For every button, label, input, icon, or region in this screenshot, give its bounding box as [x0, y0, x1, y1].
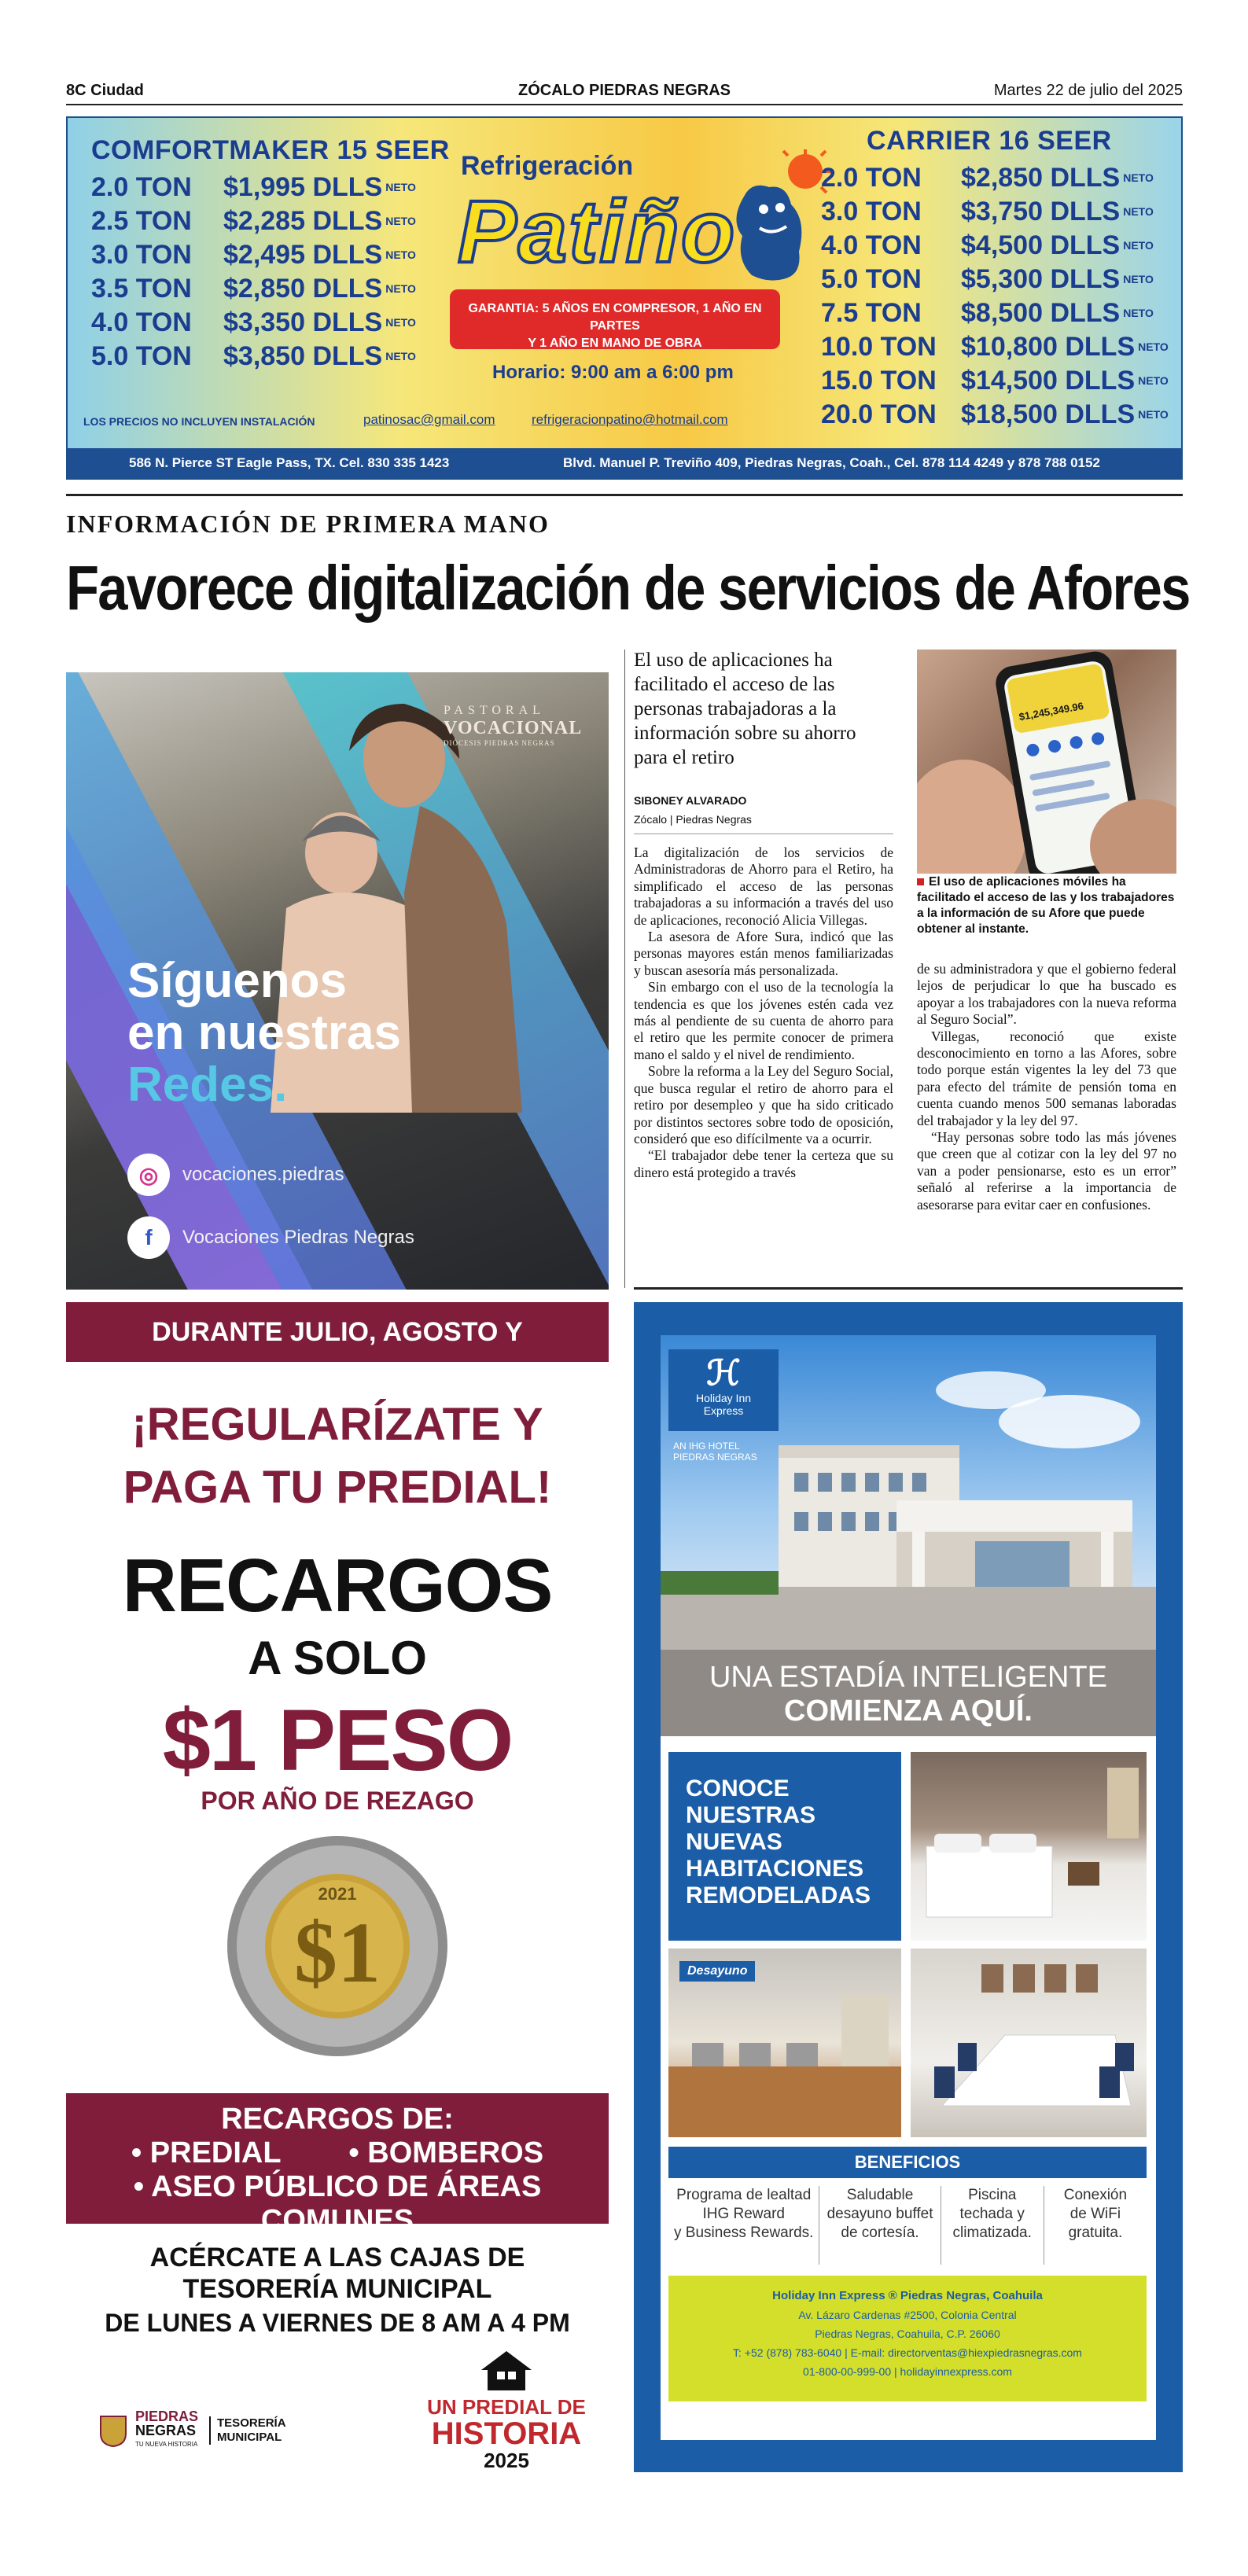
follow-line-2: en nuestras: [127, 1006, 402, 1060]
city-name-line: NEGRAS: [135, 2423, 197, 2438]
price-ton: 2.5 TON: [91, 206, 192, 236]
price-ton: 7.5 TON: [821, 298, 922, 328]
price-ton: 2.0 TON: [91, 172, 192, 202]
caption-marker: [917, 878, 924, 885]
holiday-inn-logo: [668, 1349, 779, 1431]
phone-app-photo: [917, 650, 1176, 874]
facebook-label: Vocaciones Piedras Negras: [182, 1227, 414, 1248]
price-ton: 10.0 TON: [821, 332, 937, 362]
brand-patino-logo: Patiño: [458, 182, 737, 281]
price-value: $2,285 DLLS: [223, 206, 383, 236]
article-headline: Favorece digitalización de servicios de Afores: [66, 553, 1190, 623]
price-value: $10,800 DLLS: [961, 332, 1136, 362]
campaign-period-banner: DURANTE JULIO, AGOSTO Y SEPTIEMBRE: [66, 1302, 609, 1362]
contact-name: Holiday Inn Express ® Piedras Negras, Coahuila: [772, 2289, 1043, 2302]
benefit-line: gratuita.: [1068, 2225, 1123, 2241]
neto-label: NETO: [1138, 408, 1169, 421]
cta-line-2: TESORERÍA MUNICIPAL: [182, 2274, 492, 2304]
benefit-line: desayuno buffet: [826, 2206, 933, 2222]
logo-line: Holiday Inn: [695, 1392, 752, 1404]
price-ton: 20.0 TON: [821, 399, 937, 429]
price-ton: 4.0 TON: [91, 307, 192, 337]
address-piedras-negras: Blvd. Manuel P. Treviño 409, Piedras Negras, Coah., Cel. 878 114 4249 y 878 788 0152: [563, 455, 1100, 470]
benefit-item: [819, 2186, 941, 2265]
slogan-year: 2025: [484, 2449, 529, 2472]
benefit-item: [941, 2186, 1044, 2265]
price-ton: 3.0 TON: [821, 197, 922, 226]
meeting-room-photo: [911, 1949, 1147, 2137]
neto-label: NETO: [385, 350, 416, 362]
price-value: $3,850 DLLS: [223, 341, 383, 371]
neto-label: NETO: [385, 215, 416, 227]
peso-coin-icon: [223, 1832, 451, 2060]
price-value: $4,500 DLLS: [961, 230, 1121, 260]
neto-label: NETO: [385, 248, 416, 261]
article-author: SIBONEY ALVARADO: [634, 794, 747, 807]
rooms-line: NUEVAS: [686, 1829, 782, 1855]
instagram-icon: ◎: [127, 1154, 170, 1196]
instagram-label: vocaciones.piedras: [182, 1164, 344, 1185]
cta-line-1: ACÉRCATE A LAS CAJAS DE: [149, 2243, 525, 2272]
rooms-promo: [668, 1752, 901, 1941]
carrier-price-list: [821, 126, 1169, 432]
price-value: $2,495 DLLS: [223, 240, 383, 270]
price-value: $8,500 DLLS: [961, 298, 1121, 328]
seal-line: PASTORAL: [444, 704, 545, 717]
breakfast-sign: Desayuno: [679, 1961, 755, 1982]
patino-refrigeration-ad[interactable]: [66, 116, 1183, 480]
facebook-handle[interactable]: [127, 1216, 414, 1259]
price-value: $2,850 DLLS: [961, 163, 1121, 193]
pastoral-seal: [444, 704, 582, 747]
predial-tax-ad[interactable]: [66, 1302, 609, 2472]
city-crest-icon: [98, 2413, 129, 2448]
benefit-line: climatizada.: [952, 2225, 1032, 2241]
follow-line-1: Síguenos: [127, 954, 348, 1008]
issue-date: Martes 22 de julio del 2025: [993, 82, 1183, 99]
tagline-line: UNA ESTADÍA INTELIGENTE: [709, 1661, 1108, 1694]
per-year-label: POR AÑO DE REZAGO: [201, 1787, 474, 1815]
article-paragraph: La digitalización de los servicios de Administradoras de Ahorro para el Retiro, ha simplificado el acceso de las personas trabajadoras a su información a través del uso de aplicaciones, reconoció Alicia Villegas.: [634, 845, 893, 928]
neto-label: NETO: [1123, 171, 1154, 184]
contact-line[interactable]: 01-800-00-999-00 | holidayinnexpress.com: [803, 2365, 1012, 2378]
predial-slogan: [412, 2348, 601, 2471]
guarantee-line: Y 1 AÑO EN MANO DE OBRA: [528, 337, 702, 350]
charge-item: • BOMBEROS: [348, 2136, 544, 2169]
page-folio: [66, 79, 1183, 105]
charges-box: [66, 2093, 609, 2237]
caption-text: El uso de aplicaciones móviles ha facilitado el acceso de las y los trabajadores a la información de su Afore que puede obtener al instante.: [917, 875, 1175, 936]
tagline-band: [661, 1650, 1156, 1736]
price-disclaimer: LOS PRECIOS NO INCLUYEN INSTALACIÓN: [83, 415, 315, 428]
neto-label: NETO: [1138, 374, 1169, 387]
benefit-line: techada y: [959, 2206, 1025, 2222]
logo-line: Express: [703, 1404, 744, 1417]
article-end-rule: [634, 1287, 1183, 1290]
neto-label: NETO: [1123, 239, 1154, 252]
slogan-line: UN PREDIAL DE: [427, 2395, 586, 2419]
article-paragraph: Villegas, reconoció que existe desconocimiento en torno a las Afores, sobre todo porque están vigentes la ley del 73 que para efecto del trámite de pensión toma en cuenta cuando menos 500 semanas laboradas del trabajador y la ley del 97.: [917, 1028, 1176, 1128]
treasury-name: [209, 2416, 286, 2445]
bed-illustration: [911, 1752, 1147, 1941]
breakfast-area-photo: [668, 1949, 901, 2137]
rooms-line: REMODELADAS: [686, 1882, 871, 1908]
article-paragraph: “Hay personas sobre todo las más jóvenes que creen que al cotizar con la ley del 97 no van a poder pensionarse, esto es un error” señaló al referirse a la importancia de asesorarse para evitar caer en confusiones.: [917, 1129, 1176, 1213]
article-paragraph: de su administradora y que el gobierno federal lejos de perjudicar lo que ha buscado es apoyar a los trabajadores con la nueva reforma al Seguro Social”.: [917, 961, 1176, 1028]
pay-predial-line: PAGA TU PREDIAL!: [123, 1462, 552, 1513]
contact-line: Piedras Negras, Coahuila, C.P. 26060: [815, 2328, 1000, 2340]
benefit-line: Piscina: [968, 2187, 1017, 2203]
price-value: $3,750 DLLS: [961, 197, 1121, 226]
contact-box: [668, 2276, 1147, 2401]
guarantee-banner: [450, 289, 780, 349]
patino-address-bar: [68, 448, 1181, 478]
municipio-logo: [98, 2409, 286, 2452]
phone-balance-text: $1,245,349.96: [1018, 700, 1085, 723]
price-ton: 3.0 TON: [91, 240, 192, 270]
publication-name: ZÓCALO PIEDRAS NEGRAS: [517, 82, 731, 99]
a-solo-label: A SOLO: [248, 1632, 427, 1684]
benefit-line: IHG Reward: [702, 2206, 785, 2222]
holiday-inn-express-ad[interactable]: [634, 1302, 1183, 2472]
address-eagle-pass: 586 N. Pierce ST Eagle Pass, TX. Cel. 830 335 1423: [129, 455, 450, 470]
article-kicker: INFORMACIÓN DE PRIMERA MANO: [66, 510, 550, 538]
treasury-line: TESORERÍA: [217, 2416, 286, 2430]
column-rule: [624, 650, 625, 1288]
holiday-ad-panel: [661, 1335, 1156, 2440]
benefit-line: Conexión: [1063, 2187, 1128, 2203]
benefit-line: y Business Rewards.: [674, 2225, 814, 2241]
benefit-line: de WiFi: [1069, 2206, 1121, 2222]
one-peso-price: $1 PESO: [162, 1692, 513, 1789]
neto-label: NETO: [1123, 205, 1154, 218]
neto-label: NETO: [1123, 273, 1154, 285]
h-logo-icon: ℋ: [706, 1354, 741, 1393]
price-ton: 3.5 TON: [91, 274, 192, 304]
instagram-handle[interactable]: [127, 1154, 344, 1196]
phone-illustration: [917, 650, 1176, 874]
treasury-line: MUNICIPAL: [217, 2431, 282, 2444]
seal-line: DIÓCESIS PIEDRAS NEGRAS: [444, 739, 555, 747]
article-column-1: [634, 845, 893, 1181]
guarantee-line: GARANTIA: 5 AÑOS EN COMPRESOR, 1 AÑO EN PARTES: [468, 302, 762, 333]
article-outlet: Zócalo | Piedras Negras: [634, 813, 752, 826]
tagline-line: COMIENZA AQUÍ.: [784, 1695, 1033, 1728]
slogan-line: HISTORIA: [431, 2416, 582, 2451]
ihg-line: AN IHG HOTEL: [673, 1441, 740, 1452]
city-tagline: TU NUEVA HISTORIA: [135, 2441, 198, 2448]
charges-row: [66, 2136, 609, 2170]
ihg-tag: [673, 1441, 757, 1463]
article-deck: El uso de aplicaciones ha facilitado el acceso de las personas trabajadoras a la información sobre su ahorro para el retiro: [634, 650, 856, 768]
price-ton: 2.0 TON: [821, 163, 922, 193]
price-ton: 15.0 TON: [821, 366, 937, 396]
facebook-icon: f: [127, 1216, 170, 1259]
neto-label: NETO: [385, 181, 416, 193]
cta-hours: DE LUNES A VIERNES DE 8 AM A 4 PM: [105, 2309, 570, 2337]
coin-value: $1: [294, 1904, 381, 2000]
city-name: [135, 2409, 198, 2452]
charges-title: RECARGOS DE:: [221, 2103, 454, 2136]
city-name-line: PIEDRAS: [135, 2409, 199, 2424]
contact-line: Av. Lázaro Cardenas #2500, Colonia Central: [798, 2309, 1017, 2321]
comfortmaker-price-list: [91, 135, 450, 374]
price-value: $3,350 DLLS: [223, 307, 383, 337]
benefit-item: [1044, 2186, 1147, 2265]
neto-label: NETO: [385, 282, 416, 295]
price-value: $2,850 DLLS: [223, 274, 383, 304]
email-link-gmail[interactable]: patinosac@gmail.com: [363, 412, 495, 427]
recargos-heading: RECARGOS: [122, 1544, 553, 1628]
benefits-list: [668, 2186, 1147, 2265]
house-icon: [475, 2348, 538, 2392]
price-ton: 5.0 TON: [821, 264, 922, 294]
charge-item: • ASEO PÚBLICO DE ÁREAS COMUNES: [133, 2170, 542, 2237]
carrier-title: CARRIER 16 SEER: [867, 126, 1112, 156]
price-value: $14,500 DLLS: [961, 366, 1136, 396]
price-value: $18,500 DLLS: [961, 399, 1136, 429]
article-paragraph: La asesora de Afore Sura, indicó que las personas mayores están menos familiarizadas y buscan asesoría más personalizada.: [634, 929, 893, 978]
email-link-hotmail[interactable]: refrigeracionpatino@hotmail.com: [532, 412, 728, 427]
regularize-line: ¡REGULARÍZATE Y: [131, 1399, 543, 1450]
coin-year: 2021: [318, 1884, 357, 1904]
rooms-line: HABITACIONES: [686, 1856, 864, 1882]
brand-refrigeracion: Refrigeración: [461, 151, 634, 181]
business-hours: Horario: 9:00 am a 6:00 pm: [492, 362, 734, 383]
article-paragraph: Sobre la reforma a la Ley del Seguro Social, que busca regular el retiro de ahorro para el retiro por desempleo y que ha sido criticado por distintos sectores sobre todo de oposición, consideró que eso difícilmente va a ocurrir.: [634, 1063, 893, 1146]
buffet-illustration: [668, 1949, 901, 2137]
meeting-table-illustration: [911, 1949, 1147, 2137]
price-ton: 5.0 TON: [91, 341, 192, 371]
price-value: $1,995 DLLS: [223, 172, 383, 202]
rooms-line: NUESTRAS: [686, 1802, 816, 1828]
charge-item: • PREDIAL: [131, 2136, 282, 2169]
rooms-line: CONOCE: [686, 1776, 790, 1801]
comfortmaker-title: COMFORTMAKER 15 SEER: [91, 135, 450, 165]
article-paragraph: “El trabajador debe tener la certeza que su dinero está protegido a través: [634, 1147, 893, 1180]
ihg-line: PIEDRAS NEGRAS: [673, 1452, 757, 1463]
room-photo: [911, 1752, 1147, 1941]
benefit-line: Saludable: [846, 2187, 914, 2203]
price-value: $5,300 DLLS: [961, 264, 1121, 294]
seal-line: VOCACIONAL: [444, 718, 583, 738]
neto-label: NETO: [1138, 340, 1169, 353]
benefit-item: [668, 2186, 819, 2265]
benefit-line: Programa de lealtad: [676, 2187, 812, 2203]
price-ton: 4.0 TON: [821, 230, 922, 260]
article-paragraph: Sin embargo con el uso de la tecnología la tendencia es que los jóvenes estén cada vez más al pendiente de su cuenta de ahorro para el retiro que les permite conocer de primera mano el saldo y el nivel de rendimiento.: [634, 979, 893, 1062]
follow-line-3: Redes.: [127, 1058, 288, 1112]
pastoral-vocacional-ad[interactable]: [66, 672, 609, 1290]
neto-label: NETO: [1123, 307, 1154, 319]
section-divider: [66, 494, 1183, 496]
article-column-2: [917, 961, 1176, 1213]
photo-caption: [917, 874, 1180, 937]
benefit-line: de cortesía.: [841, 2225, 919, 2241]
contact-line[interactable]: T: +52 (878) 783-6040 | E-mail: directorventas@hiexpiedrasnegras.com: [733, 2346, 1082, 2359]
benefits-header: BENEFICIOS: [668, 2147, 1147, 2178]
section-label: 8C Ciudad: [66, 82, 144, 99]
neto-label: NETO: [385, 316, 416, 329]
